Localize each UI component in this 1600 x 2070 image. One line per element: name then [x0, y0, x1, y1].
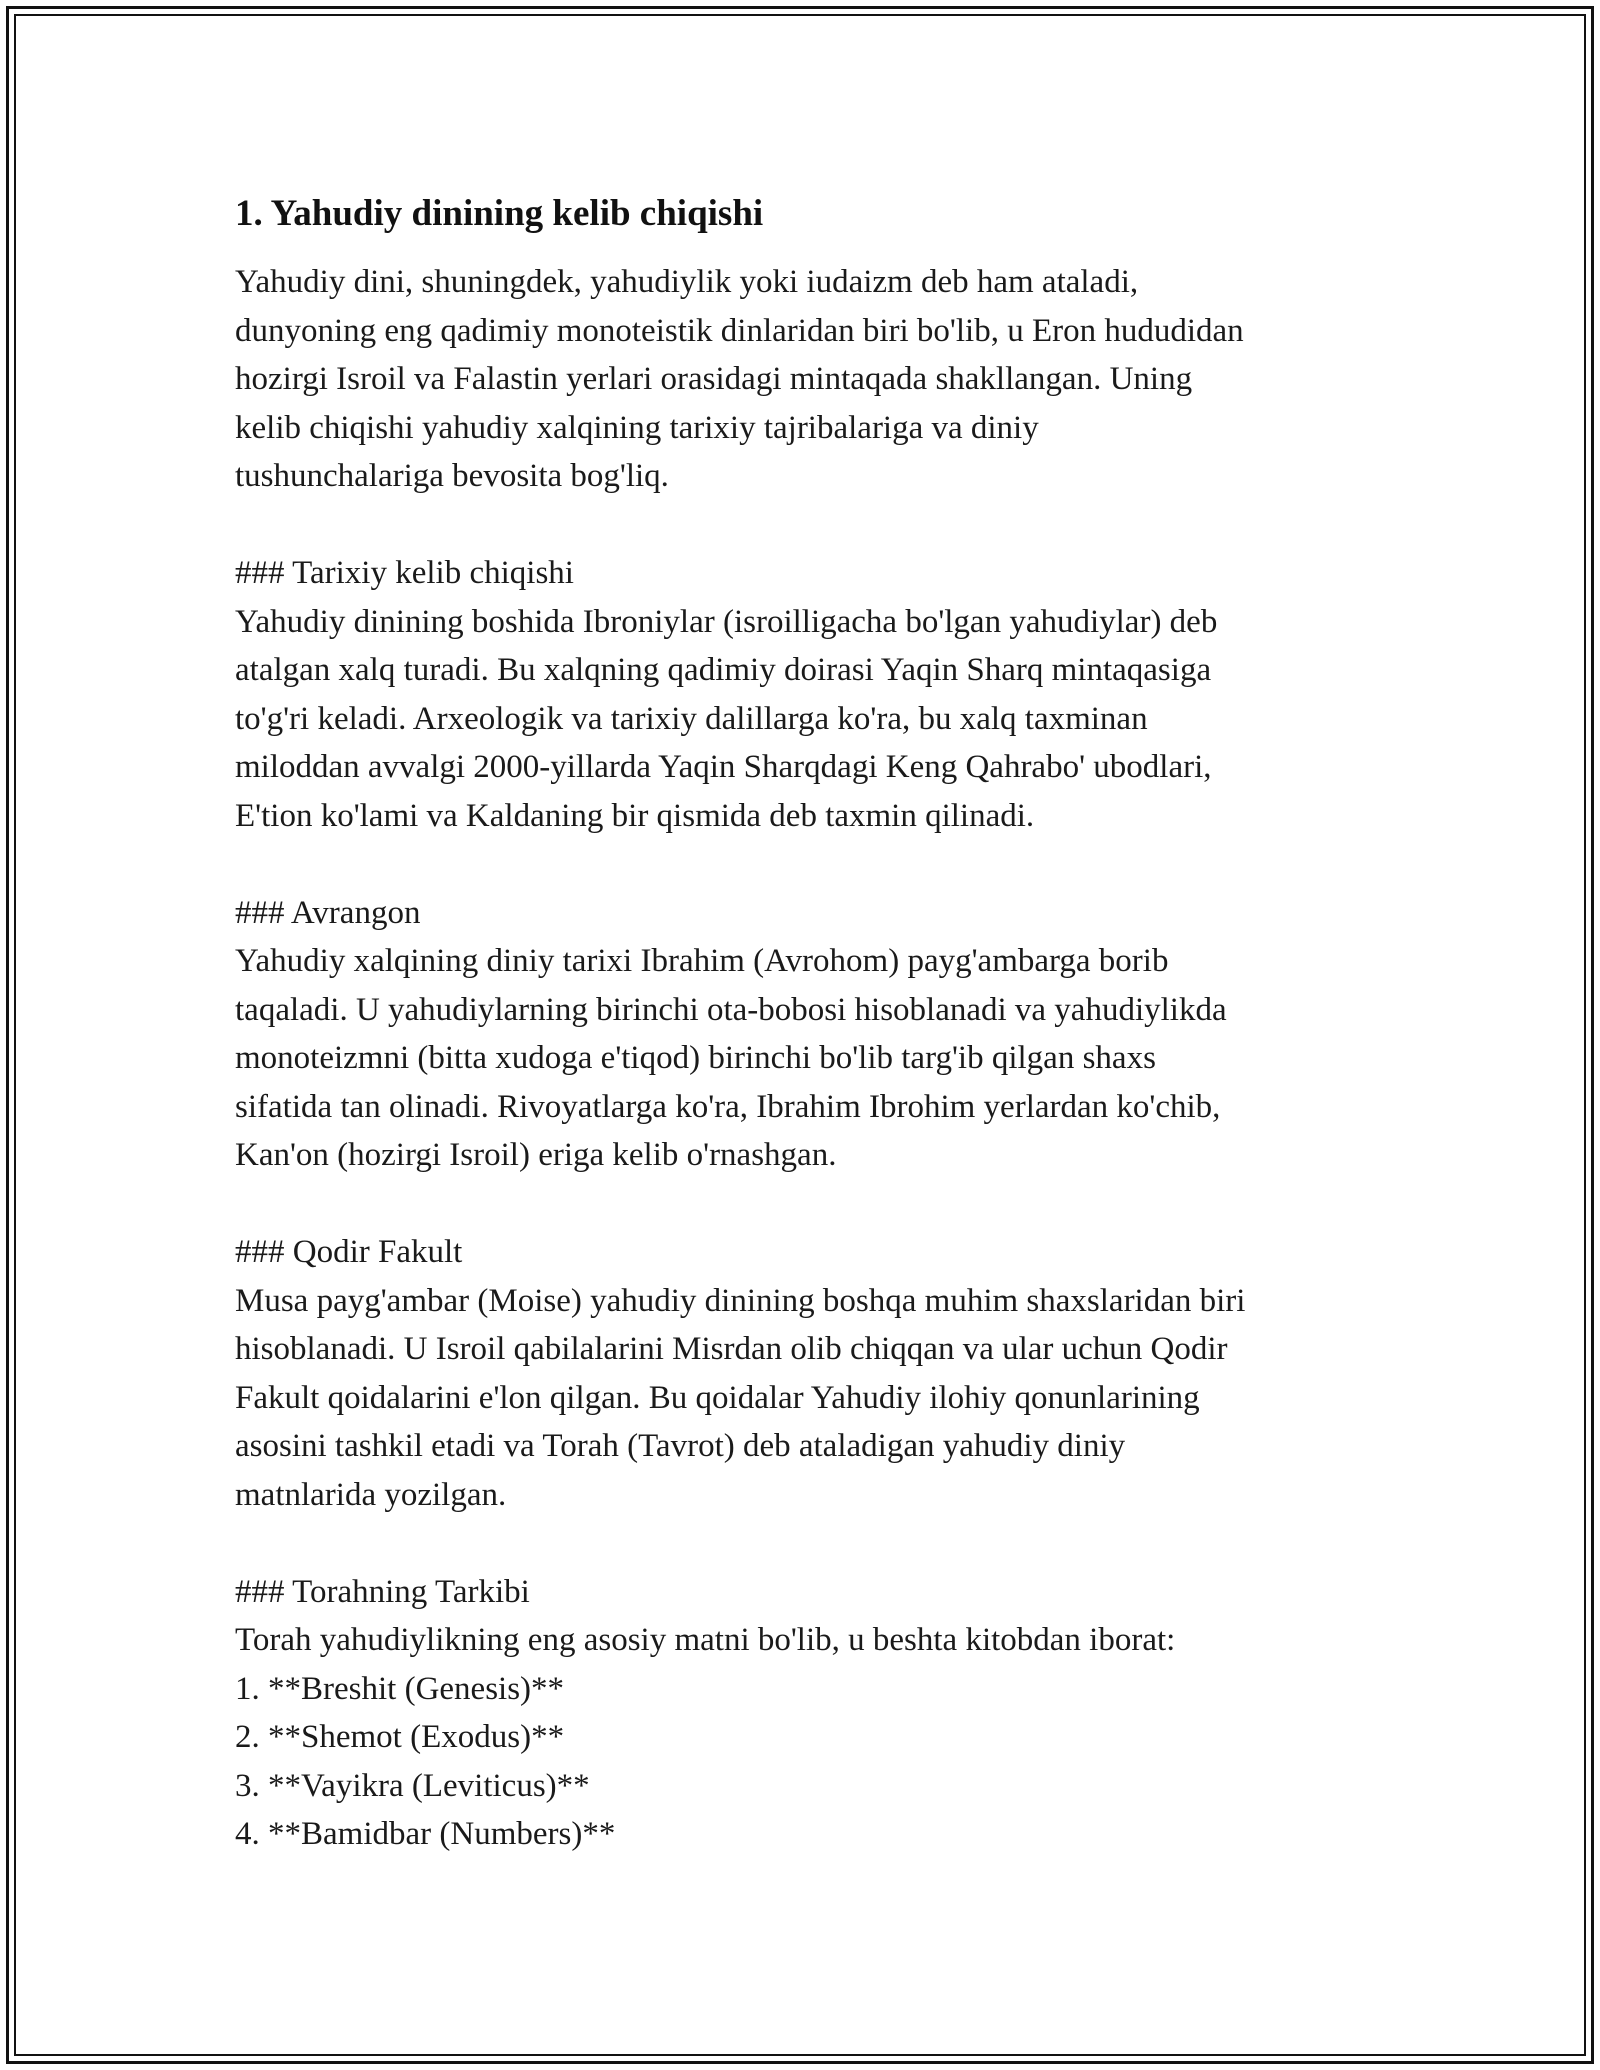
document-body: [235, 186, 1385, 1859]
paragraph-gap: [235, 1180, 1385, 1229]
text-line: Torah yahudiylikning eng asosiy matni bo'lib, u beshta kitobdan iborat:: [235, 1622, 1176, 1658]
text-line: Yahudiy dinining boshida Ibroniylar (isroilligacha bo'lgan yahudiylar) deb: [235, 603, 1218, 640]
text-line: E'tion ko'lami va Kaldaning bir qismida deb taxmin qilinadi.: [235, 797, 1035, 834]
section-torah-tarkibi: [235, 1568, 1385, 1859]
section-tarixiy: [235, 549, 1385, 840]
text-line: tushunchalariga bevosita bog'liq.: [235, 458, 669, 494]
text-line: Yahudiy dini, shuningdek, yahudiylik yoki iudaizm deb ham ataladi,: [235, 264, 1139, 300]
document-text: [235, 258, 1385, 1859]
text-line: Yahudiy xalqining diniy tarixi Ibrahim (Avrohom) payg'ambarga borib: [235, 943, 1169, 979]
text-line: kelib chiqishi yahudiy xalqining tarixiy tajribalariga va diniy: [235, 409, 1039, 446]
paragraph-gap: [235, 501, 1385, 550]
list-item: 4. **Bamidbar (Numbers)**: [235, 1816, 616, 1852]
section-heading: ### Qodir Fakult: [235, 1234, 463, 1270]
section-avrangon: [235, 889, 1385, 1180]
text-line: dunyoning eng qadimiy monoteistik dinlaridan biri bo'lib, u Eron hududidan: [235, 312, 1244, 349]
paragraph-gap: [235, 840, 1385, 889]
section-qodir-fakult: [235, 1228, 1385, 1519]
document-title: 1. Yahudiy dinining kelib chiqishi: [235, 193, 764, 234]
section-heading: ### Torahning Tarkibi: [235, 1573, 530, 1610]
text-line: matnlarida yozilgan.: [235, 1476, 507, 1513]
text-line: hisoblanadi. U Isroil qabilalarini Misrdan olib chiqqan va ular uchun Qodir: [235, 1331, 1228, 1367]
list-item: 3. **Vayikra (Leviticus)**: [235, 1767, 590, 1804]
text-line: Fakult qoidalarini e'lon qilgan. Bu qoidalar Yahudiy ilohiy qonunlarining: [235, 1379, 1200, 1416]
text-line: to'g'ri keladi. Arxeologik va tarixiy dalillarga ko'ra, bu xalq taxminan: [235, 700, 1148, 737]
text-line: hozirgi Isroil va Falastin yerlari orasidagi mintaqada shakllangan. Uning: [235, 361, 1193, 397]
text-line: asosini tashkil etadi va Torah (Tavrot) deb ataladigan yahudiy diniy: [235, 1428, 1126, 1464]
text-line: sifatida tan olinadi. Rivoyatlarga ko'ra, Ibrahim Ibrohim yerlardan ko'chib,: [235, 1088, 1221, 1125]
text-line: monoteizmni (bitta xudoga e'tiqod) birinchi bo'lib targ'ib qilgan shaxs: [235, 1040, 1156, 1076]
section-heading: ### Avrangon: [235, 894, 421, 931]
section-heading: ### Tarixiy kelib chiqishi: [235, 555, 574, 591]
text-line: taqaladi. U yahudiylarning birinchi ota-bobosi hisoblanadi va yahudiylikda: [235, 991, 1227, 1028]
paragraph-gap: [235, 1519, 1385, 1568]
list-item: 1. **Breshit (Genesis)**: [235, 1670, 565, 1707]
text-line: atalgan xalq turadi. Bu xalqning qadimiy doirasi Yaqin Sharq mintaqasiga: [235, 652, 1212, 688]
intro-paragraph: [235, 258, 1385, 501]
text-line: Musa payg'ambar (Moise) yahudiy dinining boshqa muhim shaxslaridan biri: [235, 1282, 1246, 1319]
text-line: miloddan avvalgi 2000-yillarda Yaqin Sharqdagi Keng Qahrabo' ubodlari,: [235, 749, 1212, 785]
text-line: Kan'on (hozirgi Isroil) eriga kelib o'rnashgan.: [235, 1137, 837, 1173]
list-item: 2. **Shemot (Exodus)**: [235, 1719, 565, 1755]
